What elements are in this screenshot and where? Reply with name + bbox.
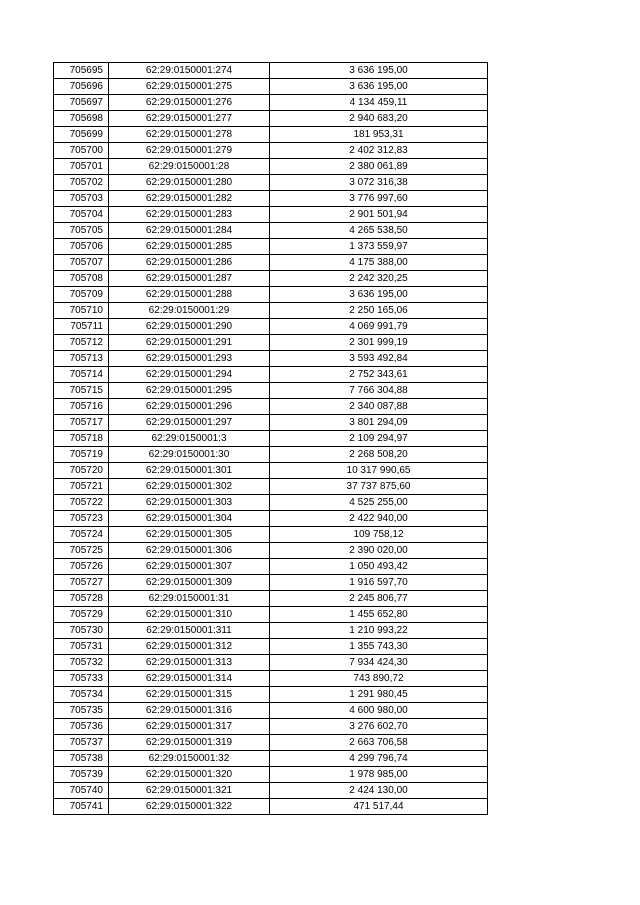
row-number-cell: 705701 — [54, 159, 109, 175]
cadastral-number-cell: 62:29:0150001:29 — [109, 303, 270, 319]
table-row — [54, 639, 488, 655]
row-number-cell: 705741 — [54, 799, 109, 815]
row-number-cell: 705730 — [54, 623, 109, 639]
cadastral-number-cell: 62:29:0150001:294 — [109, 367, 270, 383]
row-number-cell: 705736 — [54, 719, 109, 735]
cadastral-value-cell: 2 109 294,97 — [270, 431, 488, 447]
row-number-cell: 705715 — [54, 383, 109, 399]
cadastral-number-cell: 62:29:0150001:307 — [109, 559, 270, 575]
table-row — [54, 767, 488, 783]
cadastral-value-table — [53, 62, 488, 815]
row-number-cell: 705712 — [54, 335, 109, 351]
table-row — [54, 367, 488, 383]
cadastral-number-cell: 62:29:0150001:312 — [109, 639, 270, 655]
cadastral-value-cell: 3 593 492,84 — [270, 351, 488, 367]
table-row — [54, 607, 488, 623]
cadastral-number-cell: 62:29:0150001:286 — [109, 255, 270, 271]
cadastral-number-cell: 62:29:0150001:283 — [109, 207, 270, 223]
row-number-cell: 705717 — [54, 415, 109, 431]
cadastral-value-cell: 4 175 388,00 — [270, 255, 488, 271]
cadastral-value-cell: 2 663 706,58 — [270, 735, 488, 751]
cadastral-number-cell: 62:29:0150001:31 — [109, 591, 270, 607]
table-row — [54, 703, 488, 719]
table-row — [54, 623, 488, 639]
row-number-cell: 705702 — [54, 175, 109, 191]
cadastral-number-cell: 62:29:0150001:282 — [109, 191, 270, 207]
cadastral-number-cell: 62:29:0150001:274 — [109, 63, 270, 79]
cadastral-number-cell: 62:29:0150001:314 — [109, 671, 270, 687]
table-row — [54, 127, 488, 143]
cadastral-number-cell: 62:29:0150001:311 — [109, 623, 270, 639]
cadastral-value-cell: 4 134 459,11 — [270, 95, 488, 111]
cadastral-value-cell: 3 636 195,00 — [270, 63, 488, 79]
table-row — [54, 79, 488, 95]
cadastral-value-cell: 471 517,44 — [270, 799, 488, 815]
cadastral-number-cell: 62:29:0150001:288 — [109, 287, 270, 303]
cadastral-value-cell: 3 801 294,09 — [270, 415, 488, 431]
row-number-cell: 705735 — [54, 703, 109, 719]
cadastral-number-cell: 62:29:0150001:296 — [109, 399, 270, 415]
cadastral-number-cell: 62:29:0150001:316 — [109, 703, 270, 719]
table-row — [54, 287, 488, 303]
cadastral-value-cell: 1 355 743,30 — [270, 639, 488, 655]
table-row — [54, 687, 488, 703]
row-number-cell: 705740 — [54, 783, 109, 799]
table-row — [54, 719, 488, 735]
table-row — [54, 415, 488, 431]
row-number-cell: 705733 — [54, 671, 109, 687]
table-row — [54, 479, 488, 495]
table-row — [54, 543, 488, 559]
table-row — [54, 239, 488, 255]
cadastral-value-cell: 2 301 999,19 — [270, 335, 488, 351]
row-number-cell: 705720 — [54, 463, 109, 479]
row-number-cell: 705695 — [54, 63, 109, 79]
table-row — [54, 223, 488, 239]
row-number-cell: 705704 — [54, 207, 109, 223]
cadastral-number-cell: 62:29:0150001:302 — [109, 479, 270, 495]
row-number-cell: 705707 — [54, 255, 109, 271]
table-row — [54, 783, 488, 799]
table-body — [54, 63, 488, 815]
cadastral-value-cell: 2 901 501,94 — [270, 207, 488, 223]
cadastral-number-cell: 62:29:0150001:297 — [109, 415, 270, 431]
cadastral-value-cell: 109 758,12 — [270, 527, 488, 543]
cadastral-value-cell: 1 978 985,00 — [270, 767, 488, 783]
row-number-cell: 705726 — [54, 559, 109, 575]
cadastral-number-cell: 62:29:0150001:295 — [109, 383, 270, 399]
row-number-cell: 705739 — [54, 767, 109, 783]
cadastral-value-cell: 3 636 195,00 — [270, 287, 488, 303]
cadastral-value-cell: 1 916 597,70 — [270, 575, 488, 591]
cadastral-value-cell: 2 940 683,20 — [270, 111, 488, 127]
table-row — [54, 159, 488, 175]
row-number-cell: 705718 — [54, 431, 109, 447]
cadastral-number-cell: 62:29:0150001:313 — [109, 655, 270, 671]
table-row — [54, 111, 488, 127]
row-number-cell: 705708 — [54, 271, 109, 287]
cadastral-number-cell: 62:29:0150001:279 — [109, 143, 270, 159]
cadastral-number-cell: 62:29:0150001:287 — [109, 271, 270, 287]
cadastral-value-cell: 181 953,31 — [270, 127, 488, 143]
row-number-cell: 705731 — [54, 639, 109, 655]
table-row — [54, 655, 488, 671]
row-number-cell: 705696 — [54, 79, 109, 95]
cadastral-number-cell: 62:29:0150001:280 — [109, 175, 270, 191]
row-number-cell: 705723 — [54, 511, 109, 527]
cadastral-value-cell: 4 069 991,79 — [270, 319, 488, 335]
row-number-cell: 705716 — [54, 399, 109, 415]
cadastral-number-cell: 62:29:0150001:278 — [109, 127, 270, 143]
cadastral-value-cell: 2 340 087,88 — [270, 399, 488, 415]
row-number-cell: 705699 — [54, 127, 109, 143]
row-number-cell: 705719 — [54, 447, 109, 463]
table-row — [54, 383, 488, 399]
table-row — [54, 207, 488, 223]
row-number-cell: 705734 — [54, 687, 109, 703]
cadastral-number-cell: 62:29:0150001:306 — [109, 543, 270, 559]
cadastral-value-cell: 4 525 255,00 — [270, 495, 488, 511]
cadastral-value-cell: 2 380 061,89 — [270, 159, 488, 175]
cadastral-number-cell: 62:29:0150001:305 — [109, 527, 270, 543]
table-row — [54, 431, 488, 447]
row-number-cell: 705711 — [54, 319, 109, 335]
cadastral-value-cell: 3 636 195,00 — [270, 79, 488, 95]
cadastral-value-cell: 2 268 508,20 — [270, 447, 488, 463]
table-row — [54, 399, 488, 415]
row-number-cell: 705737 — [54, 735, 109, 751]
table-row — [54, 191, 488, 207]
cadastral-number-cell: 62:29:0150001:301 — [109, 463, 270, 479]
table-row — [54, 255, 488, 271]
cadastral-value-cell: 1 373 559,97 — [270, 239, 488, 255]
cadastral-number-cell: 62:29:0150001:321 — [109, 783, 270, 799]
row-number-cell: 705709 — [54, 287, 109, 303]
cadastral-value-cell: 4 299 796,74 — [270, 751, 488, 767]
table-row — [54, 527, 488, 543]
cadastral-value-cell: 2 422 940,00 — [270, 511, 488, 527]
cadastral-value-cell: 2 245 806,77 — [270, 591, 488, 607]
cadastral-value-cell: 1 050 493,42 — [270, 559, 488, 575]
cadastral-number-cell: 62:29:0150001:28 — [109, 159, 270, 175]
row-number-cell: 705705 — [54, 223, 109, 239]
row-number-cell: 705725 — [54, 543, 109, 559]
cadastral-number-cell: 62:29:0150001:291 — [109, 335, 270, 351]
cadastral-value-cell: 2 424 130,00 — [270, 783, 488, 799]
row-number-cell: 705727 — [54, 575, 109, 591]
cadastral-number-cell: 62:29:0150001:310 — [109, 607, 270, 623]
cadastral-number-cell: 62:29:0150001:320 — [109, 767, 270, 783]
cadastral-value-cell: 2 752 343,61 — [270, 367, 488, 383]
cadastral-number-cell: 62:29:0150001:276 — [109, 95, 270, 111]
cadastral-value-cell: 4 600 980,00 — [270, 703, 488, 719]
table-row — [54, 303, 488, 319]
cadastral-number-cell: 62:29:0150001:322 — [109, 799, 270, 815]
table-row — [54, 671, 488, 687]
table-row — [54, 511, 488, 527]
table-row — [54, 463, 488, 479]
cadastral-value-cell: 2 242 320,25 — [270, 271, 488, 287]
table-row — [54, 335, 488, 351]
table-row — [54, 447, 488, 463]
table-row — [54, 143, 488, 159]
cadastral-number-cell: 62:29:0150001:303 — [109, 495, 270, 511]
cadastral-value-cell: 7 934 424,30 — [270, 655, 488, 671]
cadastral-value-cell: 3 072 316,38 — [270, 175, 488, 191]
table-row — [54, 271, 488, 287]
cadastral-number-cell: 62:29:0150001:30 — [109, 447, 270, 463]
row-number-cell: 705722 — [54, 495, 109, 511]
cadastral-value-cell: 743 890,72 — [270, 671, 488, 687]
table-row — [54, 591, 488, 607]
row-number-cell: 705706 — [54, 239, 109, 255]
cadastral-number-cell: 62:29:0150001:32 — [109, 751, 270, 767]
row-number-cell: 705714 — [54, 367, 109, 383]
cadastral-value-cell: 2 390 020,00 — [270, 543, 488, 559]
row-number-cell: 705732 — [54, 655, 109, 671]
cadastral-value-cell: 1 210 993,22 — [270, 623, 488, 639]
table-row — [54, 575, 488, 591]
row-number-cell: 705700 — [54, 143, 109, 159]
table-row — [54, 799, 488, 815]
cadastral-value-cell: 7 766 304,88 — [270, 383, 488, 399]
cadastral-value-cell: 4 265 538,50 — [270, 223, 488, 239]
table-row — [54, 175, 488, 191]
row-number-cell: 705724 — [54, 527, 109, 543]
table-row — [54, 495, 488, 511]
row-number-cell: 705698 — [54, 111, 109, 127]
row-number-cell: 705721 — [54, 479, 109, 495]
cadastral-number-cell: 62:29:0150001:304 — [109, 511, 270, 527]
cadastral-value-cell: 3 276 602,70 — [270, 719, 488, 735]
cadastral-value-cell: 10 317 990,65 — [270, 463, 488, 479]
row-number-cell: 705713 — [54, 351, 109, 367]
cadastral-number-cell: 62:29:0150001:3 — [109, 431, 270, 447]
cadastral-number-cell: 62:29:0150001:275 — [109, 79, 270, 95]
table-row — [54, 319, 488, 335]
cadastral-number-cell: 62:29:0150001:315 — [109, 687, 270, 703]
cadastral-value-cell: 1 455 652,80 — [270, 607, 488, 623]
cadastral-number-cell: 62:29:0150001:293 — [109, 351, 270, 367]
row-number-cell: 705703 — [54, 191, 109, 207]
table-row — [54, 95, 488, 111]
cadastral-value-cell: 1 291 980,45 — [270, 687, 488, 703]
cadastral-value-cell: 2 402 312,83 — [270, 143, 488, 159]
row-number-cell: 705729 — [54, 607, 109, 623]
cadastral-number-cell: 62:29:0150001:317 — [109, 719, 270, 735]
row-number-cell: 705728 — [54, 591, 109, 607]
table-row — [54, 559, 488, 575]
row-number-cell: 705738 — [54, 751, 109, 767]
table-row — [54, 735, 488, 751]
row-number-cell: 705710 — [54, 303, 109, 319]
cadastral-value-cell: 2 250 165,06 — [270, 303, 488, 319]
cadastral-number-cell: 62:29:0150001:319 — [109, 735, 270, 751]
table-row — [54, 351, 488, 367]
cadastral-value-cell: 37 737 875,60 — [270, 479, 488, 495]
cadastral-number-cell: 62:29:0150001:309 — [109, 575, 270, 591]
cadastral-number-cell: 62:29:0150001:284 — [109, 223, 270, 239]
row-number-cell: 705697 — [54, 95, 109, 111]
cadastral-number-cell: 62:29:0150001:277 — [109, 111, 270, 127]
table-row — [54, 63, 488, 79]
cadastral-value-cell: 3 776 997,60 — [270, 191, 488, 207]
table-row — [54, 751, 488, 767]
cadastral-number-cell: 62:29:0150001:285 — [109, 239, 270, 255]
cadastral-number-cell: 62:29:0150001:290 — [109, 319, 270, 335]
